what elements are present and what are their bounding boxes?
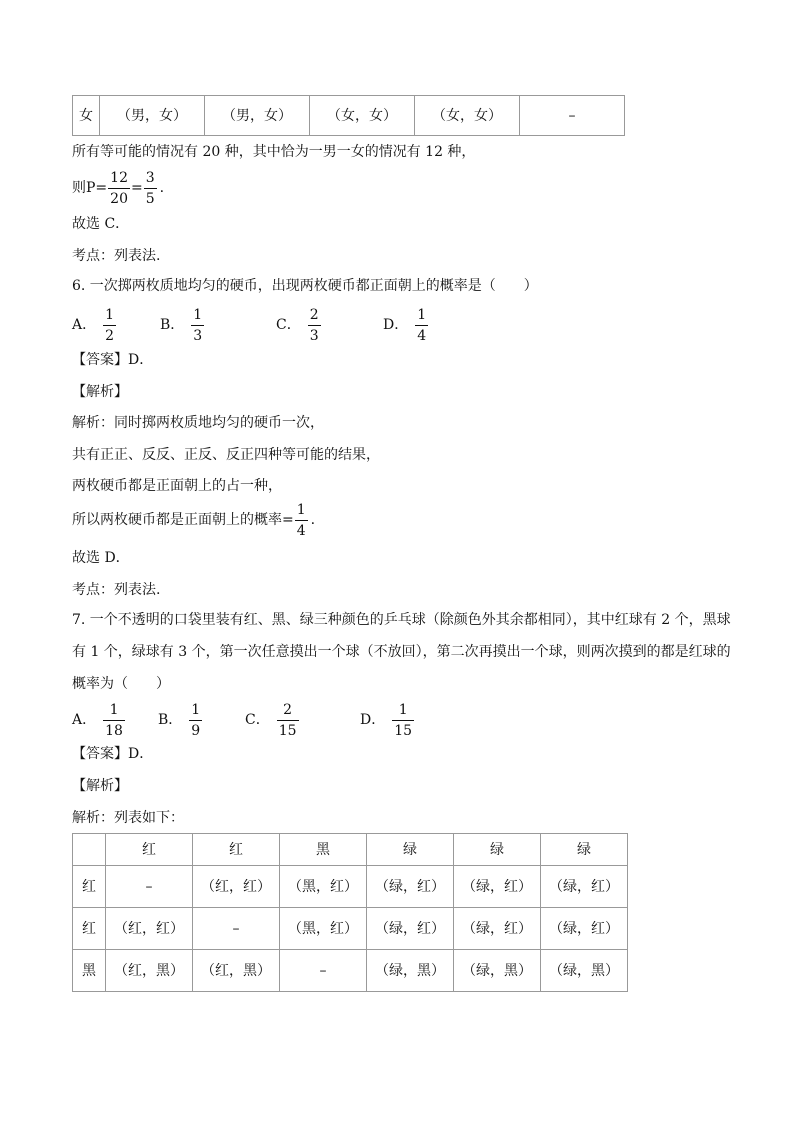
q6-analysis-text: 所以两枚硬币都是正面朝上的概率= bbox=[72, 512, 294, 528]
option-label: B． bbox=[160, 317, 185, 333]
numerator: 1 bbox=[103, 702, 125, 721]
numerator: 1 bbox=[189, 702, 202, 721]
fraction bbox=[144, 170, 157, 207]
q7-question-line3: 概率为（ ） bbox=[72, 676, 170, 692]
q6-kaodian: 考点：列表法. bbox=[72, 582, 161, 598]
table-header-cell: 绿 bbox=[541, 834, 628, 866]
table-cell: （绿，黑） bbox=[541, 950, 628, 992]
numerator: 3 bbox=[144, 170, 157, 189]
fraction bbox=[189, 702, 202, 739]
table-cell: – bbox=[193, 908, 280, 950]
fraction bbox=[415, 307, 428, 344]
q7-table bbox=[72, 833, 628, 992]
table-cell: （黑，红） bbox=[280, 908, 367, 950]
table-header-row bbox=[73, 834, 628, 866]
fraction bbox=[103, 307, 116, 344]
table-header-cell: 红 bbox=[193, 834, 280, 866]
fraction bbox=[295, 502, 308, 539]
top-table bbox=[72, 95, 625, 136]
q7-analysis-line1: 解析：列表如下： bbox=[72, 810, 184, 826]
option-label: A． bbox=[72, 317, 97, 333]
denominator: 4 bbox=[296, 522, 306, 539]
fraction bbox=[108, 170, 130, 207]
numerator: 12 bbox=[108, 170, 130, 189]
q7-question-line1: 7. 一个不透明的口袋里装有红、黑、绿三种颜色的乒乓球（除颜色外其余都相同），其中红球有 2 个，黑球 bbox=[72, 612, 731, 628]
denominator: 18 bbox=[105, 722, 123, 739]
table-cell: 黑 bbox=[73, 950, 106, 992]
table-cell: （绿，黑） bbox=[454, 950, 541, 992]
table-cell: 红 bbox=[73, 908, 106, 950]
fraction bbox=[103, 702, 125, 739]
denominator: 9 bbox=[191, 722, 201, 739]
fraction bbox=[392, 702, 414, 739]
q6-question: 6. 一次掷两枚质地均匀的硬币，出现两枚硬币都正面朝上的概率是（ ） bbox=[72, 278, 538, 294]
table-cell: （女，女） bbox=[415, 96, 520, 136]
table-cell: – bbox=[106, 866, 193, 908]
denominator: 20 bbox=[110, 190, 128, 207]
table-cell: （绿，红） bbox=[541, 866, 628, 908]
q6-option-c bbox=[276, 305, 322, 345]
option-label: D． bbox=[360, 712, 386, 728]
q7-analysis-header: 【解析】 bbox=[72, 778, 128, 794]
numerator: 2 bbox=[277, 702, 299, 721]
table-header-cell: 绿 bbox=[454, 834, 541, 866]
table-header-cell: 绿 bbox=[367, 834, 454, 866]
q7-option-b bbox=[158, 700, 203, 740]
table-cell: （女，女） bbox=[310, 96, 415, 136]
option-label: B． bbox=[158, 712, 183, 728]
q7-answer: 【答案】D． bbox=[72, 746, 154, 762]
table-header-cell bbox=[73, 834, 106, 866]
q6-option-b bbox=[160, 305, 205, 345]
numerator: 1 bbox=[103, 307, 116, 326]
q6-option-a bbox=[72, 305, 117, 345]
table-cell: 红 bbox=[73, 866, 106, 908]
table-row bbox=[73, 908, 628, 950]
option-label: D． bbox=[383, 317, 409, 333]
q7-option-c bbox=[245, 700, 300, 740]
table-cell: （红，红） bbox=[106, 908, 193, 950]
q5-probability bbox=[72, 168, 164, 208]
q6-choose: 故选 D． bbox=[72, 550, 130, 566]
table-cell: （红，黑） bbox=[193, 950, 280, 992]
option-label: C． bbox=[276, 317, 301, 333]
table-cell: （绿，红） bbox=[454, 866, 541, 908]
q6-analysis-line3: 两枚硬币都是正面朝上的占一种， bbox=[72, 478, 282, 494]
q6-option-d bbox=[383, 305, 429, 345]
fraction bbox=[277, 702, 299, 739]
q6-answer: 【答案】D． bbox=[72, 352, 154, 368]
table-cell: （红，红） bbox=[193, 866, 280, 908]
numerator: 1 bbox=[295, 502, 308, 521]
table-cell: （男，女） bbox=[100, 96, 205, 136]
table-cell: （红，黑） bbox=[106, 950, 193, 992]
denominator: 2 bbox=[105, 327, 115, 344]
denominator: 3 bbox=[309, 327, 319, 344]
table-cell: （绿，红） bbox=[367, 866, 454, 908]
denominator: 15 bbox=[394, 722, 413, 739]
q7-option-d bbox=[360, 700, 415, 740]
numerator: 2 bbox=[308, 307, 321, 326]
table-cell: （黑，红） bbox=[280, 866, 367, 908]
period: . bbox=[310, 512, 316, 528]
q6-analysis-line4 bbox=[72, 500, 315, 540]
q6-analysis-header: 【解析】 bbox=[72, 384, 128, 400]
table-header-cell: 黑 bbox=[280, 834, 367, 866]
table-cell: （绿，红） bbox=[541, 908, 628, 950]
numerator: 1 bbox=[415, 307, 428, 326]
table-row bbox=[73, 866, 628, 908]
q6-analysis-line2: 共有正正、反反、正反、反正四种等可能的结果， bbox=[72, 447, 380, 463]
equals-sign: = bbox=[130, 180, 143, 196]
numerator: 1 bbox=[392, 702, 414, 721]
numerator: 1 bbox=[191, 307, 204, 326]
q5-line1: 所有等可能的情况有 20 种，其中恰为一男一女的情况有 12 种， bbox=[72, 144, 476, 160]
q7-option-a bbox=[72, 700, 126, 740]
fraction bbox=[191, 307, 204, 344]
denominator: 5 bbox=[145, 190, 155, 207]
q5-choose: 故选 C． bbox=[72, 216, 130, 232]
table-cell: （绿，红） bbox=[367, 908, 454, 950]
q5-kaodian: 考点：列表法. bbox=[72, 248, 161, 264]
denominator: 4 bbox=[417, 327, 427, 344]
table-cell: （绿，黑） bbox=[367, 950, 454, 992]
fraction bbox=[308, 307, 321, 344]
table-cell: （男，女） bbox=[205, 96, 310, 136]
table-header-cell: 红 bbox=[106, 834, 193, 866]
table-cell: 女 bbox=[73, 96, 100, 136]
q7-question-line2: 有 1 个，绿球有 3 个，第一次任意摸出一个球（不放回），第二次再摸出一个球，则两次摸到的都是红球的 bbox=[72, 644, 731, 660]
q5-p-prefix: 则P= bbox=[72, 180, 108, 196]
table-cell: – bbox=[280, 950, 367, 992]
table-row bbox=[73, 96, 625, 136]
denominator: 15 bbox=[278, 722, 297, 739]
period: . bbox=[159, 180, 165, 196]
table-cell: – bbox=[520, 96, 625, 136]
option-label: A． bbox=[72, 712, 97, 728]
denominator: 3 bbox=[193, 327, 203, 344]
table-cell: （绿，红） bbox=[454, 908, 541, 950]
option-label: C． bbox=[245, 712, 270, 728]
q6-analysis-line1: 解析：同时掷两枚质地均匀的硬币一次， bbox=[72, 415, 324, 431]
table-row bbox=[73, 950, 628, 992]
